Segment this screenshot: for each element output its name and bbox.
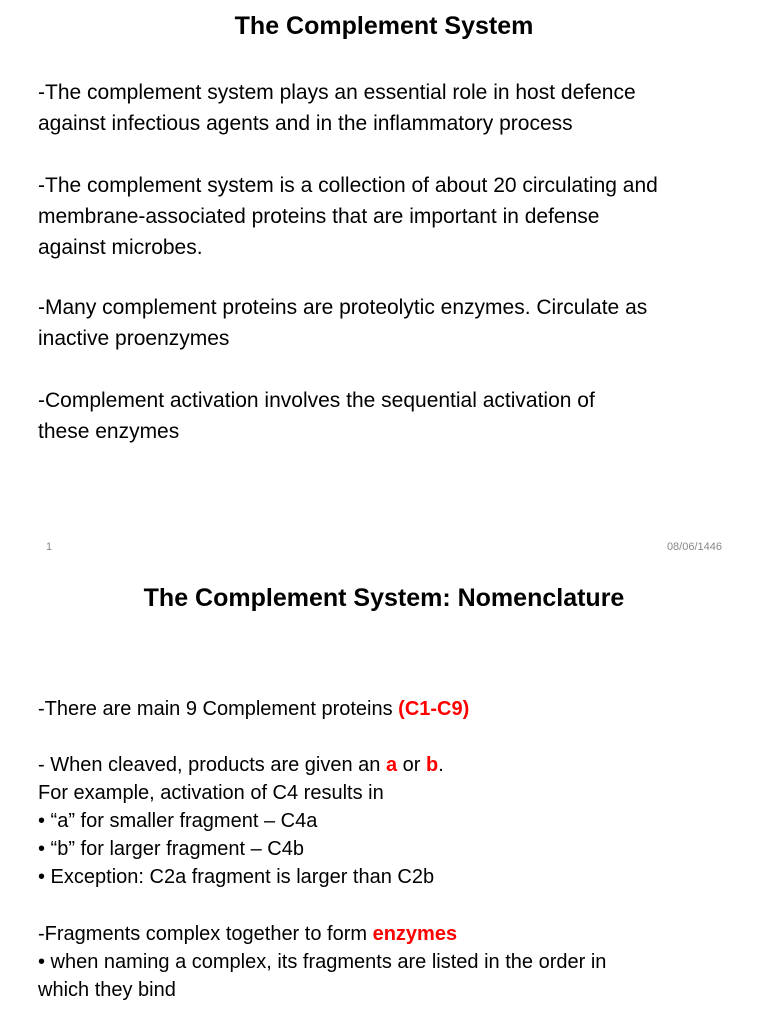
slide-2 (0, 565, 768, 1024)
highlight-text: (C1-C9) (398, 698, 470, 720)
paragraph-3 (38, 920, 738, 1004)
text-line: -The complement system plays an essential role in host defence (38, 81, 636, 104)
page-number: 1 (46, 541, 53, 553)
paragraph-1 (38, 77, 738, 139)
highlight-text: a (385, 754, 398, 776)
slide-date: 08/06/1446 (666, 541, 722, 553)
bullet-line: • Exception: C2a fragment is larger than C2b (38, 866, 435, 888)
text-span: -Fragments complex together to form (38, 923, 373, 945)
text-line: these enzymes (38, 420, 180, 443)
slide-2-title: The Complement System: Nomenclature (143, 584, 625, 612)
text-line (38, 920, 738, 948)
paragraph-3 (38, 292, 738, 354)
text-line: inactive proenzymes (38, 327, 230, 350)
bullet-line: • when naming a complex, its fragments are listed in the order in (38, 951, 607, 973)
text-line: against microbes. (38, 236, 203, 259)
text-line: against infectious agents and in the inflammatory process (38, 112, 573, 135)
highlight-text: b (426, 754, 439, 776)
slide-1-title: The Complement System (234, 12, 534, 40)
paragraph-2 (38, 170, 738, 263)
text-line: -Many complement proteins are proteolytic enzymes. Circulate as (38, 296, 648, 319)
text-line: For example, activation of C4 results in (38, 782, 384, 804)
text-span: - When cleaved, products are given an (38, 754, 386, 776)
bullet-line: • “a” for smaller fragment – C4a (38, 810, 318, 832)
bullet-line: • “b” for larger fragment – C4b (38, 838, 304, 860)
text-span: . (438, 754, 444, 776)
text-line: -Complement activation involves the sequential activation of (38, 389, 595, 412)
paragraph-1 (38, 695, 738, 723)
highlight-text: enzymes (372, 923, 458, 945)
text-line (38, 751, 738, 779)
text-line: -The complement system is a collection of about 20 circulating and (38, 174, 658, 197)
text-line: which they bind (38, 979, 176, 1001)
text-span: -There are main 9 Complement proteins (38, 698, 399, 720)
paragraph-4 (38, 385, 738, 447)
text-line: membrane-associated proteins that are important in defense (38, 205, 600, 228)
text-span: or (397, 754, 426, 776)
paragraph-2 (38, 751, 738, 891)
text-line (38, 695, 738, 723)
